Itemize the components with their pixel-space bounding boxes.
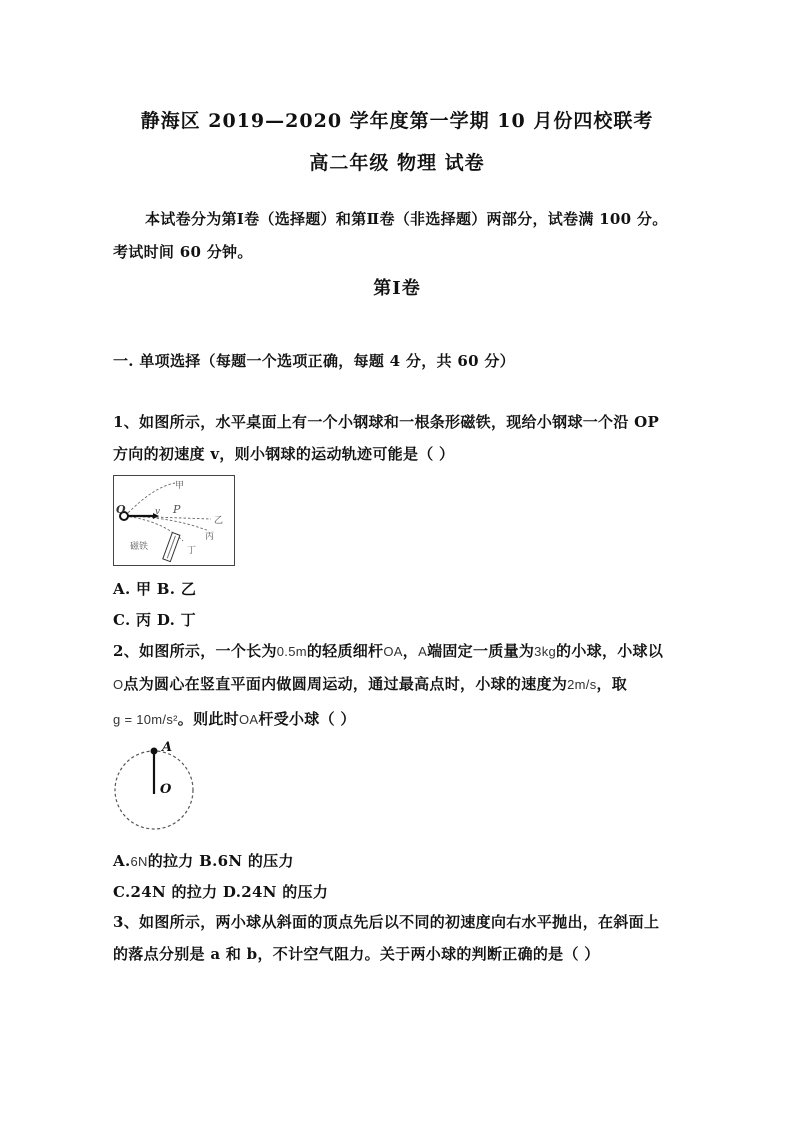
q2-text: 杆受小球（ ） xyxy=(258,710,356,728)
q2-mass: 3kg xyxy=(534,644,557,659)
q2-text: 的轻质细杆 xyxy=(306,642,384,660)
label-jia: 甲 xyxy=(175,481,185,491)
q2-gravity: g = 10m/s² xyxy=(113,712,178,727)
q2-figure xyxy=(110,740,202,836)
label-v: v xyxy=(155,507,161,517)
exam-title: 静海区 2019—2020 学年度第一学期 10 月份四校联考 xyxy=(140,110,654,132)
q2-text: 点为圆心在竖直平面内做圆周运动，通过最高点时，小球的速度为 xyxy=(123,675,568,693)
label-O: O xyxy=(160,782,172,797)
trajectory-bing xyxy=(125,516,209,531)
exam-subtitle: 高二年级 物理 试卷 xyxy=(309,152,485,174)
q2-text: ，取 xyxy=(596,675,628,693)
trajectory-jia xyxy=(125,483,175,516)
q2-stem-line-3 xyxy=(113,708,356,729)
q2-speed: 2m/s xyxy=(567,677,597,692)
ball-A xyxy=(151,748,158,755)
label-P: P xyxy=(173,503,181,516)
label-O: O xyxy=(116,503,126,516)
intro-line-1: 本试卷分为第Ⅰ卷（选择题）和第Ⅱ卷（非选择题）两部分，试卷满 100 分。 xyxy=(145,210,668,228)
bar-magnet xyxy=(163,533,180,562)
q2-text: 。则此时 xyxy=(177,710,239,728)
q2-end-name: A xyxy=(418,644,428,659)
label-yi: 乙 xyxy=(214,516,224,526)
label-magnet: 磁铁 xyxy=(130,542,149,552)
q1-figure xyxy=(113,475,235,566)
q2-option-text: 的拉力 B.6N 的压力 xyxy=(147,852,294,870)
q2-options-line-1 xyxy=(113,850,294,871)
q2-stem-line-2 xyxy=(113,673,627,694)
intro-line-2: 考试时间 60 分钟。 xyxy=(113,243,253,261)
q2-rod-name: OA xyxy=(238,712,259,727)
label-A: A xyxy=(162,740,173,755)
q3-stem-line-2: 的落点分别是 a 和 b，不计空气阻力。关于两小球的判断正确的是（ ） xyxy=(113,945,600,963)
q2-center-name: O xyxy=(113,677,124,692)
q1-options-line-1: A. 甲 B. 乙 xyxy=(113,580,197,598)
q2-text: 的小球，小球以 xyxy=(556,642,664,660)
part-heading: 一. 单项选择（每题一个选项正确，每题 4 分，共 60 分） xyxy=(113,352,515,370)
q3-stem-line-1: 3、如图所示，两小球从斜面的顶点先后以不同的初速度向右水平抛出，在斜面上 xyxy=(113,913,660,931)
q2-text: 2、如图所示，一个长为 xyxy=(113,642,277,660)
label-ding: 丁 xyxy=(187,546,197,556)
q2-options-line-2: C.24N 的拉力 D.24N 的压力 xyxy=(113,883,329,901)
q2-option-a-letter: A. xyxy=(113,852,131,870)
q2-stem-line-1 xyxy=(113,640,663,661)
q2-option-a-value: 6N xyxy=(130,854,148,869)
section-title: 第Ⅰ卷 xyxy=(373,278,421,299)
q2-length: 0.5m xyxy=(276,644,307,659)
label-bing: 丙 xyxy=(205,532,215,542)
q2-rod-name: OA xyxy=(383,644,403,659)
q1-options-line-2: C. 丙 D. 丁 xyxy=(113,611,196,629)
q2-text: 端固定一质量为 xyxy=(427,642,535,660)
q1-stem-line-2: 方向的初速度 v，则小钢球的运动轨迹可能是（ ） xyxy=(113,445,455,463)
q1-stem-line-1: 1、如图所示，水平桌面上有一个小钢球和一根条形磁铁，现给小钢球一个沿 OP xyxy=(113,413,660,431)
q2-text: ， xyxy=(402,642,419,660)
